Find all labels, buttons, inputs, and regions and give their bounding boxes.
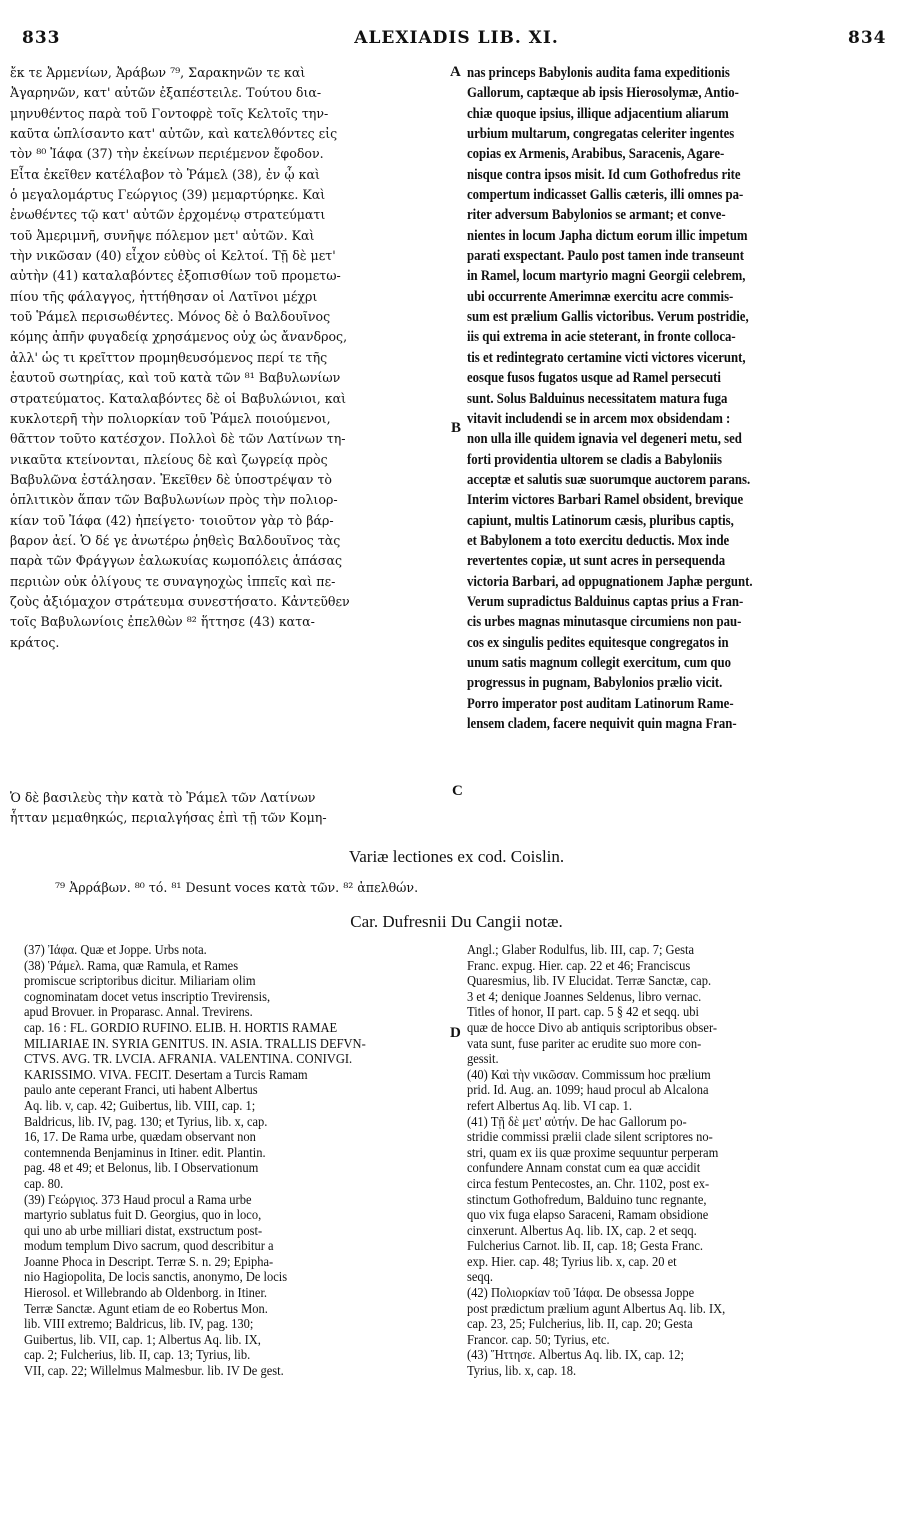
greek-text-line: ἀλλ' ὡς τι κρεῖττον προμηθευσόμενος περί τε τῆς: [10, 349, 328, 365]
note-line: Franc. expug. Hier. cap. 22 et 46; Franciscus: [467, 957, 691, 973]
greek-text-line: τοῦ Ῥάμελ περισωθέντες. Μόνος δὲ ὁ Βαλδουῖνος: [10, 309, 331, 325]
latin-text-line: victoria Barbari, ad oppugnationem Japhæ pergunt.: [467, 573, 753, 590]
latin-text-line: et Babylonem a toto exercitu deductis. Mox inde: [467, 532, 730, 549]
greek-text-line: αὐτὴν (41) καταλαβόντες ἐξοπισθίων τοῦ προμετω-: [10, 268, 341, 284]
latin-text-line: urbium multarum, congregatas celeriter ingentes: [467, 126, 735, 143]
greek-text-line: κίαν τοῦ Ἰάφα (42) ἠπείγετο· τοιοῦτον γὰρ τὸ βάρ-: [10, 512, 334, 528]
note-line: quo vix fuga elapso Saraceni, Ramam obsidione: [467, 1207, 709, 1223]
note-line: Hierosol. et Willebrando ab Oldenborg. in Itiner.: [24, 1285, 268, 1301]
note-line: Fulcherius Carnot. lib. II, cap. 18; Gesta Franc.: [467, 1238, 704, 1254]
greek-text-line: στρατεύματος. Καταλαβόντες δὲ οἱ Βαβυλώνιοι, καὶ: [10, 390, 347, 406]
note-line: lib. VIII extremo; Baldricus, lib. IV, pag. 130;: [24, 1316, 254, 1332]
note-line: (37) Ἰάφα. Quæ et Joppe. Urbs nota.: [24, 942, 207, 957]
note-line: gessit.: [467, 1051, 499, 1067]
variae-line: ⁷⁹ Ἀρράβων. ⁸⁰ τό. ⁸¹ Desunt voces κατὰ τῶν. ⁸² ἀπελθών.: [55, 880, 419, 895]
note-line: 16, 17. De Rama urbe, quædam observant non: [24, 1129, 256, 1145]
greek-text-line: καῦτα ὡπλίσαντο κατ' αὐτῶν, καὶ κατελθόντες εἰς: [10, 126, 338, 142]
greek-text-line: θᾶττον τοῦτο κατέσχον. Πολλοὶ δὲ τῶν Λατίνων τη-: [10, 431, 346, 447]
note-line: quæ de hocce Divo ab antiquis scriptoribus obser-: [467, 1019, 718, 1035]
greek-text-line: περιιὼν οὐκ ὀλίγους τε συναγηοχὼς ἱππεῖς καὶ πε-: [10, 573, 336, 589]
latin-text-line: unum satis magnum collegit exercitum, cum quo: [467, 654, 732, 671]
latin-text-line: iis qui extrema in acie steterant, in fronte colloca-: [467, 329, 736, 346]
greek-text-line: ζοὺς ἀξιόμαχον στράτευμα συνεστήσατο. Κἀντεῦθεν: [10, 593, 350, 609]
note-line: Baldricus, lib. IV, pag. 130; et Tyrius, lib. x, cap.: [24, 1113, 268, 1129]
greek-text-line: ὁπλιτικὸν ἅπαν τῶν Βαβυλωνίων πρὸς τὴν πολιορ-: [10, 492, 338, 508]
greek-text-line: κόμης ἀπῆν φυγαδείᾳ χρησάμενος οὐχ ὡς ἄνανδρος,: [10, 329, 348, 345]
latin-text-line: parati exspectant. Paulo post tamen inde transeunt: [467, 248, 745, 265]
note-line: promiscue scriptoribus dicitur. Miliariam olim: [24, 973, 256, 989]
note-line: Joanne Phoca in Descript. Terræ S. n. 29; Epipha-: [24, 1253, 274, 1269]
latin-text-line: forti providentia ultorem se cladis a Babyloniis: [467, 451, 722, 468]
latin-text-line: nientes in locum Japha dictum eorum illic impetum: [467, 227, 748, 244]
note-line: CTVS. AVG. TR. LVCIA. AFRANIA. VALENTINA. CONIVGI.: [24, 1051, 353, 1067]
latin-text-line: ubi occurrente Amerimnæ exercitu acre commis-: [467, 288, 734, 305]
page-number-right: 834: [848, 28, 887, 48]
notes-right-column: [467, 942, 885, 1379]
latin-text-line: acceptæ et salutis suæ suorumque auctorem parans.: [467, 471, 751, 488]
greek-text-line: πίου τῆς φάλαγγος, ἡττήθησαν οἱ Λατῖνοι μέχρι: [10, 288, 318, 304]
note-line: apud Brovuer. in Proparasc. Annal. Trevirens.: [24, 1004, 253, 1020]
note-line: cinxerunt. Albertus Aq. lib. IX, cap. 2 et seqq.: [467, 1222, 697, 1238]
note-line: vata sunt, fuse pariter ac erudite suo more con-: [467, 1035, 702, 1051]
greek-text-line: νικαῦτα κτείνονται, πλείους δὲ καὶ ζωγρείᾳ πρὸς: [10, 451, 328, 467]
note-line: martyrio sublatus fuit D. Georgius, quo in loco,: [24, 1207, 262, 1223]
note-line: (39) Γεώργιος. 373 Haud procul a Rama urbe: [24, 1191, 252, 1207]
note-line: VII, cap. 22; Willelmus Malmesbur. lib. IV De gest.: [24, 1363, 284, 1379]
note-line: seqq.: [467, 1269, 494, 1285]
greek-text-line: Ὁ δὲ βασιλεὺς τὴν κατὰ τὸ Ῥάμελ τῶν Λατίνων: [10, 790, 316, 805]
latin-text-line: tis et redintegrato certamine victi victores vicerunt,: [467, 349, 746, 366]
greek-text-line: μηνυθέντος παρὰ τοῦ Γοντοφρὲ τοῖς Κελτοῖς την-: [10, 105, 329, 121]
note-line: Terræ Sanctæ. Agunt etiam de eo Robertus Mon.: [24, 1300, 268, 1316]
note-line: Aq. lib. v, cap. 42; Guibertus, lib. VIII, cap. 1;: [24, 1097, 256, 1113]
note-line: pag. 48 et 49; et Belonus, lib. I Observationum: [24, 1160, 259, 1176]
note-line: exp. Hier. cap. 48; Tyrius lib. x, cap. 20 et: [467, 1253, 677, 1269]
note-line: MILIARIAE IN. SYRIA GENITUS. IN. ASIA. TRALLIS DEFVN-: [24, 1035, 366, 1051]
note-line: stridie commissi prælii clade silent scriptores no-: [467, 1129, 713, 1145]
note-line: nio Hagiopolita, De locis sanctis, anonymo, De locis: [24, 1269, 288, 1285]
note-line: circa festum Pentecostes, an. Chr. 1102, post ex-: [467, 1175, 710, 1191]
greek-text-line: βαρον ἀεί. Ὁ δέ γε ἀνωτέρω ῥηθεὶς Βαλδουῖνος τὰς: [10, 532, 341, 548]
note-line: qui uno ab urbe milliari distat, exstructum post-: [24, 1222, 263, 1238]
latin-text: [467, 63, 863, 734]
note-line: Titles of honor, II part. cap. 5 § 42 et seqq. ubi: [467, 1004, 699, 1020]
latin-text-line: revertentes copiæ, ut sunt acres in persequenda: [467, 553, 726, 570]
note-line: stinctum Gothofredum, Balduino tunc regnante,: [467, 1191, 707, 1207]
notes-heading: Car. Dufresnii Du Cangii notæ.: [350, 912, 563, 931]
variae-heading: Variæ lectiones ex cod. Coislin.: [348, 847, 565, 866]
latin-text-line: chiæ quoque ipsius, illique adjacentium aliarum: [467, 105, 729, 122]
greek-text-line: κράτος.: [10, 634, 60, 650]
greek-text-line: κυκλοτερῆ τὴν πολιορκίαν τοῦ Ῥάμελ ποιούμενοι,: [10, 410, 331, 426]
greek-text-line: τὴν νικῶσαν (40) εἶχον εὐθὺς οἱ Κελτοί. Τῇ δὲ μετ': [10, 248, 336, 264]
note-line: Francor. cap. 50; Tyrius, etc.: [467, 1331, 610, 1347]
note-line: Angl.; Glaber Rodulfus, lib. III, cap. 7; Gesta: [467, 942, 695, 957]
note-line: post prædictum prælium agunt Albertus Aq. lib. IX,: [467, 1300, 726, 1316]
note-line: contemnenda Benjaminus in Itiner. edit. Plantin.: [24, 1144, 266, 1160]
latin-text-line: Porro imperator post auditam Latinorum Rame-: [467, 695, 734, 712]
marker-c: C: [452, 783, 463, 799]
greek-text-line: Εἶτα ἐκεῖθεν κατέλαβον τὸ Ῥάμελ (38), ἐν ᾧ καὶ: [10, 166, 320, 182]
page-number-left: 833: [22, 28, 61, 48]
note-line: Guibertus, lib. VII, cap. 1; Albertus Aq. lib. IX,: [24, 1331, 261, 1347]
note-line: (38) Ῥάμελ. Rama, quæ Ramula, et Rames: [24, 957, 239, 973]
latin-text-line: in Ramel, locum martyrio magni Georgii celebrem,: [467, 268, 746, 285]
note-line: (42) Πολιορκίαν τοῦ Ἰάφα. De obsessa Joppe: [467, 1285, 695, 1301]
note-line: Quaresmius, lib. IV Elucidat. Terræ Sanctæ, cap.: [467, 973, 712, 989]
greek-text-line: ἔκ τε Ἀρμενίων, Ἀράβων ⁷⁹, Σαρακηνῶν τε καὶ: [10, 65, 306, 80]
greek-text-line: Βαβυλῶνα ἐστάλησαν. Ἐκεῖθεν δὲ ὑποστρέψαν τὸ: [10, 471, 333, 487]
note-line: refert Albertus Aq. lib. VI cap. 1.: [467, 1097, 632, 1113]
note-line: stri, quam ex iis quæ proxime sequuntur perperam: [467, 1144, 719, 1160]
latin-text-line: vitavit includendi se in arcem mox obsidendam :: [467, 410, 731, 427]
latin-text-line: cis urbes magnas minutasque circumiens non pau-: [467, 614, 742, 631]
greek-text-line: ἑαυτοῦ σωτηρίας, καὶ τοῦ κατὰ τῶν ⁸¹ Βαβυλωνίων: [10, 370, 341, 386]
latin-text-line: Gallorum, captæque ab ipsis Hierosolymæ, Antio-: [467, 85, 739, 102]
running-title: ALEXIADIS LIB. XI.: [354, 28, 559, 48]
greek-text-top: [10, 63, 450, 653]
latin-text-line: compertum indicasset Gallis cæteris, illi omnes pa-: [467, 187, 744, 204]
note-line: cognominatam docet vetus inscriptio Trevirensis,: [24, 988, 271, 1004]
note-line: cap. 23, 25; Fulcherius, lib. II, cap. 20; Gesta: [467, 1316, 693, 1332]
note-line: modum templum Divo sacrum, quod describitur a: [24, 1238, 274, 1254]
greek-text-line: τοῦ Ἀμεριμνῆ, συνῆψε πόλεμον μετ' αὐτῶν. Καὶ: [10, 227, 315, 243]
notes-left-column: [24, 942, 442, 1379]
marker-a: A: [450, 64, 461, 80]
note-line: KARISSIMO. VIVA. FECIT. Desertam a Turcis Ramam: [24, 1066, 308, 1082]
note-line: cap. 2; Fulcherius, lib. II, cap. 13; Tyrius, lib.: [24, 1347, 251, 1363]
note-line: confundere Annam constat cum ea quæ accidit: [467, 1160, 701, 1176]
latin-text-line: nisque contra ipsos misit. Id cum Gothofredus rite: [467, 166, 741, 183]
latin-text-line: lensem cladem, facere nequivit quin magna Fran-: [467, 716, 737, 732]
latin-text-line: capiunt, multis Latinorum cæsis, pluribus captis,: [467, 512, 734, 529]
latin-text-line: non ulla ille quidem ignavia vel degeneri metu, sed: [467, 431, 742, 448]
note-line: (41) Τῇ δὲ μετ' αὐτήν. De hac Gallorum po-: [467, 1113, 687, 1129]
latin-text-line: sum est prælium Gallis victoribus. Verum postridie,: [467, 309, 749, 326]
latin-text-line: progressus in pugnam, Babylonios prælio vicit.: [467, 675, 723, 692]
latin-text-line: Verum supradictus Balduinus captas prius a Fran-: [467, 593, 744, 610]
latin-text-line: copias ex Armenis, Arabibus, Saracenis, Agare-: [467, 146, 725, 163]
marker-d: D: [450, 1025, 461, 1041]
marker-b: B: [451, 420, 462, 436]
greek-text-line: ἧτταν μεμαθηκώς, περιαλγήσας ἐπὶ τῇ τῶν Κομη-: [10, 810, 327, 826]
greek-text-line: παρὰ τῶν Φράγγων ἑαλωκυίας κωμοπόλεις ἁπάσας: [10, 553, 343, 569]
note-line: Tyrius, lib. x, cap. 18.: [467, 1363, 577, 1379]
latin-text-line: cos ex singulis pedites equitesque congregatos in: [467, 634, 729, 651]
latin-text-line: nas princeps Babylonis audita fama expeditionis: [467, 65, 730, 81]
latin-text-line: sunt. Solus Balduinus necessitatem matura fuga: [467, 390, 728, 407]
note-line: 3 et 4; denique Joannes Seldenus, libro vernac.: [467, 988, 702, 1004]
greek-text-line: Ἀγαρηνῶν, κατ' αὐτῶν ἐξαπέστειλε. Τούτου δια-: [10, 85, 322, 101]
greek-text-line: ἐνωθέντες τῷ κατ' αὐτῶν ἐρχομένῳ στρατεύματι: [10, 207, 326, 223]
latin-text-line: Interim victores Barbari Ramel obsident, brevique: [467, 492, 744, 509]
latin-text-line: riter adversum Babylonios se armant; et conve-: [467, 207, 726, 224]
greek-text-line: τὸν ⁸⁰ Ἰάφα (37) τὴν ἐκείνων περιέμενον ἔφοδον.: [10, 146, 324, 162]
greek-text-bottom: [10, 788, 450, 829]
greek-text-line: ὁ μεγαλομάρτυς Γεώργιος (39) μεμαρτύρηκε. Καὶ: [10, 187, 326, 203]
note-line: prid. Id. Aug. an. 1099; haud procul ab Alcalona: [467, 1082, 709, 1098]
note-line: (43) Ἥττησε. Albertus Aq. lib. IX, cap. 12;: [467, 1347, 684, 1363]
note-line: (40) Καὶ τὴν νικῶσαν. Commissum hoc prælium: [467, 1066, 711, 1082]
note-line: paulo ante ceperant Franci, uti habent Albertus: [24, 1082, 258, 1098]
latin-text-line: eosque fusos fugatos usque ad Ramel persecuti: [467, 370, 721, 387]
note-line: cap. 16 : FL. GORDIO RUFINO. ELIB. H. HORTIS RAMAE: [24, 1019, 338, 1035]
note-line: cap. 80.: [24, 1175, 64, 1191]
greek-text-line: τοῖς Βαβυλωνίοις ἐπελθὼν ⁸² ἥττησε (43) κατα-: [10, 614, 315, 630]
